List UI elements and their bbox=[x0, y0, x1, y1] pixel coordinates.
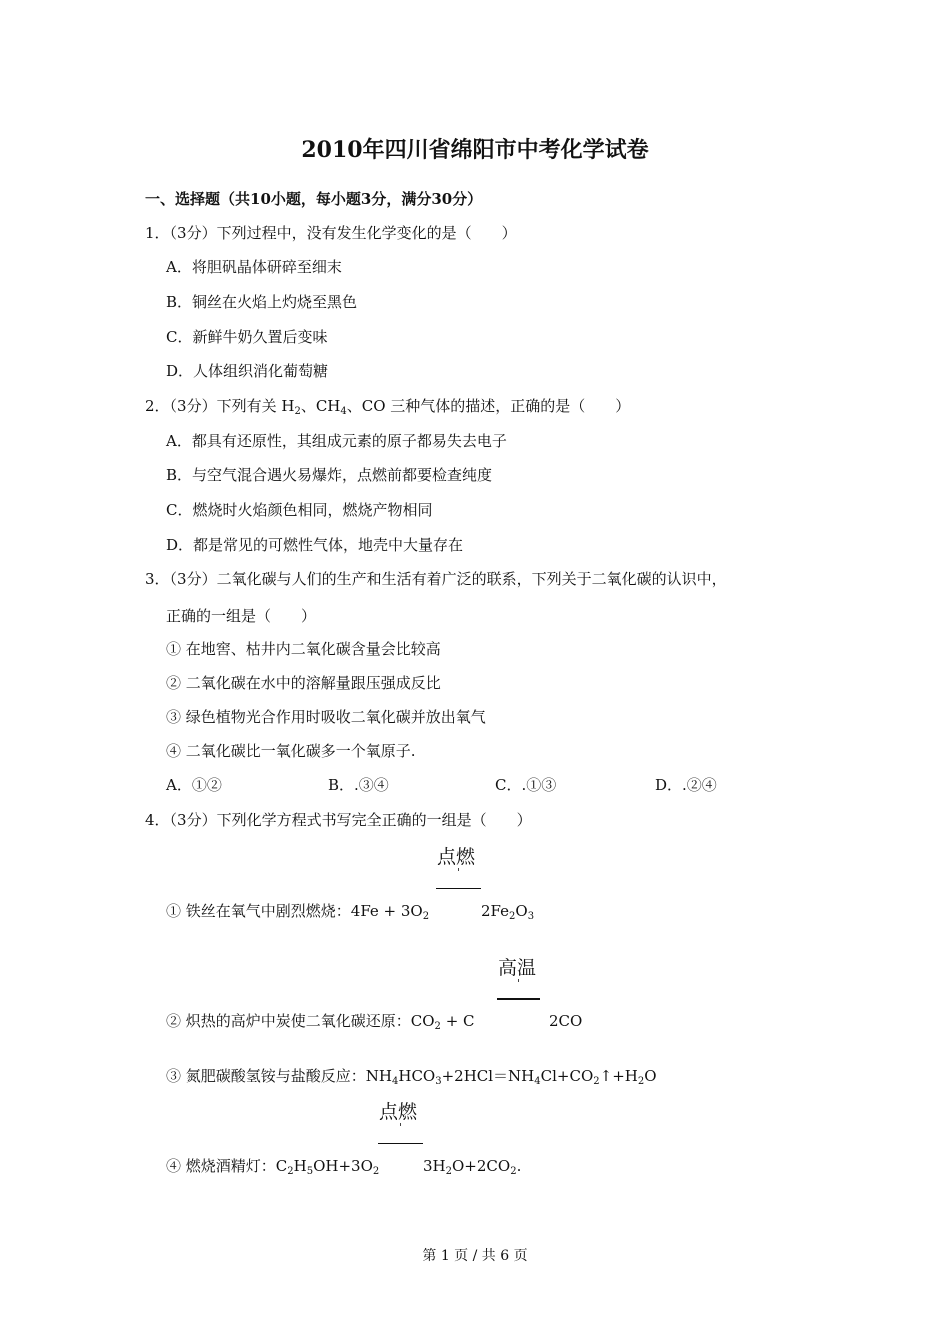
question-4-stem: 4．（3分）下列化学方程式书写完全正确的一组是（ ） bbox=[145, 811, 532, 829]
question-3-statement-3: ③ 绿色植物光合作用时吸收二氧化碳并放出氧气 bbox=[166, 708, 486, 726]
page-title: 2010年四川省绵阳市中考化学试卷 bbox=[301, 137, 649, 163]
equation-4-products: $3H_2O+2CO_2$. bbox=[423, 1157, 522, 1177]
question-2-option-a: A．都具有还原性，其组成元素的原子都易失去电子 bbox=[166, 432, 507, 450]
question-2-stem: 2．（3分）下列有关 $H_2$、$CH_4$、CO 三种气体的描述，正确的是（ ） bbox=[145, 397, 631, 417]
equation-4-reactants: ④ 燃烧酒精灯：$C_2H_5OH+3O_2$ bbox=[166, 1157, 380, 1177]
equation-4-condition-tick bbox=[400, 1123, 401, 1126]
equation-1-condition: 点燃 bbox=[437, 846, 476, 868]
equation-2-arrow-line bbox=[497, 998, 540, 1000]
question-2-option-d: D．都是常见的可燃性气体，地壳中大量存在 bbox=[166, 536, 464, 554]
section-title: 一、选择题（共10小题，每小题3分，满分30分） bbox=[145, 190, 483, 208]
equation-3: ③ 氮肥碳酸氢铵与盐酸反应：$NH_4HCO_3+2HCl=NH_4Cl+CO_2↑+H_2O$ bbox=[166, 1067, 657, 1087]
question-3-option-a: A．①② bbox=[166, 776, 222, 794]
question-1-option-a: A．将胆矾晶体研碎至细末 bbox=[166, 258, 342, 276]
question-3-option-c: C．.①③ bbox=[495, 776, 557, 794]
question-3-statement-2: ② 二氧化碳在水中的溶解量跟压强成反比 bbox=[166, 674, 441, 692]
equation-2-reactants: ② 炽热的高炉中炭使二氧化碳还原：$CO_2 + C$ bbox=[166, 1012, 475, 1032]
question-3-statement-1: ① 在地窖、枯井内二氧化碳含量会比较高 bbox=[166, 640, 441, 658]
question-1-stem: 1．（3分）下列过程中，没有发生化学变化的是（ ） bbox=[145, 224, 517, 242]
question-3-option-b: B．.③④ bbox=[328, 776, 389, 794]
equation-2-condition-tick bbox=[518, 979, 519, 982]
question-1-option-d: D．人体组织消化葡萄糖 bbox=[166, 362, 329, 380]
equation-1-arrow-line bbox=[436, 888, 481, 889]
question-3-option-d: D．.②④ bbox=[655, 776, 717, 794]
question-3-stem-line2: 正确的一组是（ ） bbox=[166, 607, 317, 625]
question-2-option-b: B．与空气混合遇火易爆炸，点燃前都要检查纯度 bbox=[166, 466, 493, 484]
equation-1-products: $2Fe_2O_3$ bbox=[481, 902, 535, 922]
page-footer: 第 1 页 / 共 6 页 bbox=[422, 1248, 528, 1264]
equation-1-condition-tick bbox=[458, 868, 459, 871]
equation-2-products: 2CO bbox=[549, 1012, 583, 1030]
question-1-option-b: B．铜丝在火焰上灼烧至黑色 bbox=[166, 293, 358, 311]
equation-4-condition: 点燃 bbox=[379, 1101, 418, 1123]
equation-1-reactants: ① 铁丝在氧气中剧烈燃烧：$4Fe + 3O_2$ bbox=[166, 902, 430, 922]
equation-2-condition: 高温 bbox=[498, 957, 537, 979]
question-1-option-c: C．新鲜牛奶久置后变味 bbox=[166, 328, 328, 346]
question-3-stem-line1: 3．（3分）二氧化碳与人们的生产和生活有着广泛的联系，下列关于二氧化碳的认识中， bbox=[145, 570, 727, 588]
question-2-option-c: C．燃烧时火焰颜色相同，燃烧产物相同 bbox=[166, 501, 433, 519]
equation-4-arrow-line bbox=[378, 1143, 423, 1144]
question-3-statement-4: ④ 二氧化碳比一氧化碳多一个氧原子. bbox=[166, 742, 416, 760]
